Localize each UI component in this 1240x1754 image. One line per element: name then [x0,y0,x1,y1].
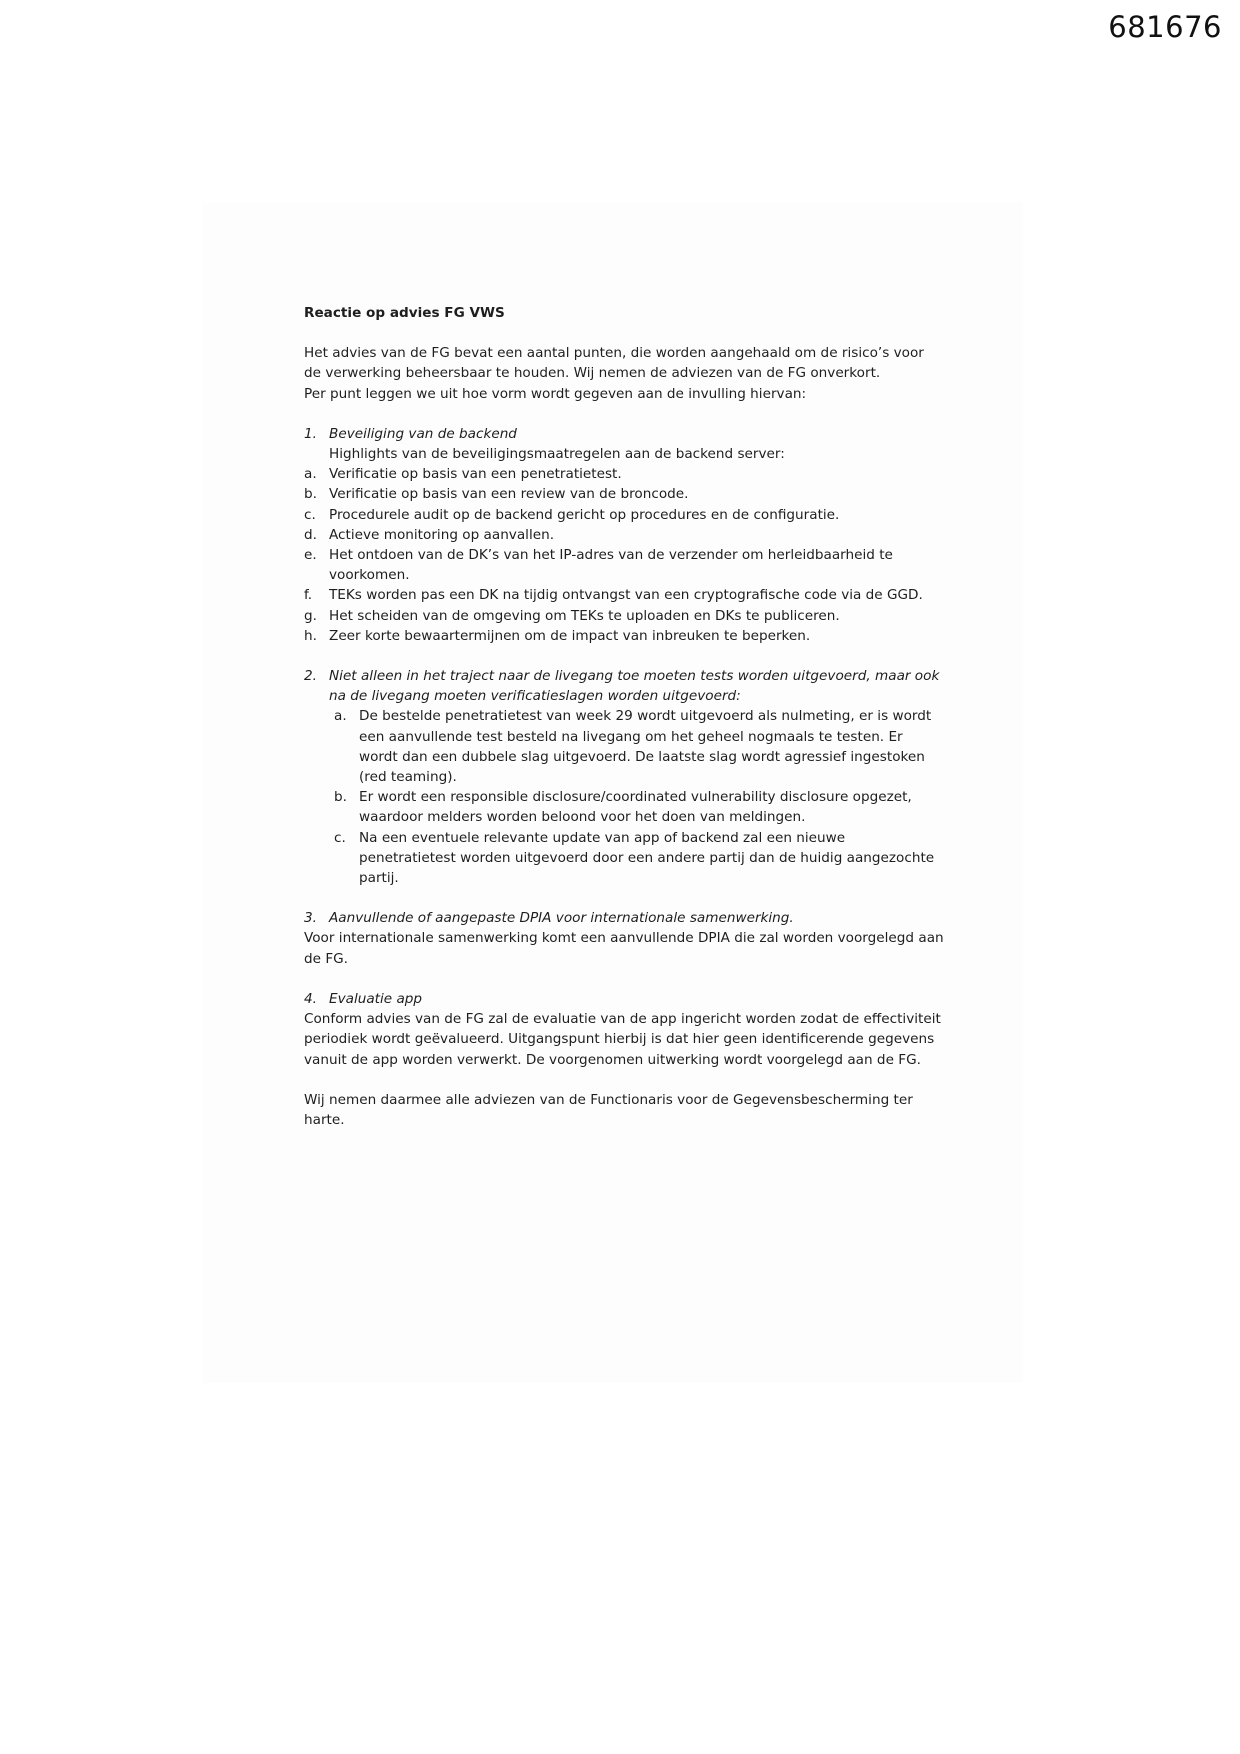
item-text: Na een eventuele relevante update van app of backend zal een nieuwe penetratietest worden uitgevoerd door een andere partij dan de huidig aangezochte partij. [359,829,935,887]
item-letter: b. [304,486,317,503]
section-heading [304,666,944,706]
section-intro: Highlights van de beveiligingsmaatregelen aan de backend server: [329,446,785,463]
list-item [334,828,944,889]
section-body: Voor internationale samenwerking komt een aanvullende DPIA die zal worden voorgelegd aan de FG. [304,930,944,967]
item-letter: b. [334,789,347,806]
document-title: Reactie op advies FG VWS [304,305,505,321]
section-3 [304,908,944,969]
item-letter: e. [304,547,317,564]
verification-list [304,706,944,888]
section-4 [304,989,944,1070]
document-number: 681676 [1108,10,1222,44]
section-title: Aanvullende of aangepaste DPIA voor internationale samenwerking. [329,910,794,927]
list-item [304,484,944,504]
list-item [304,464,944,484]
list-item [304,606,944,626]
item-text: Verificatie op basis van een penetratietest. [329,466,622,483]
section-heading [304,424,944,444]
section-number: 4. [304,990,317,1007]
item-text: Procedurele audit op de backend gericht op procedures en de configuratie. [329,506,840,523]
list-item [304,545,944,585]
list-item [304,585,944,605]
section-1 [304,424,944,646]
item-text: Het ontdoen van de DK’s van het IP-adres van de verzender om herleidbaarheid te voorkomen. [329,547,893,584]
item-text: TEKs worden pas een DK na tijdig ontvangst van een cryptografische code via de GGD. [329,587,923,604]
section-number: 3. [304,910,317,927]
closing-paragraph: Wij nemen daarmee alle adviezen van de Functionaris voor de Gegevensbescherming ter harte. [304,1091,913,1128]
list-item [304,525,944,545]
list-item [304,626,944,646]
item-text: Er wordt een responsible disclosure/coordinated vulnerability disclosure opgezet, waardoor melders worden beloond voor het doen van meldingen. [359,789,912,826]
section-title: Beveiliging van de backend [329,425,517,442]
section-title: Niet alleen in het traject naar de livegang toe moeten tests worden uitgevoerd, maar ook na de livegang moeten verificatieslagen worden uitgevoerd: [329,668,940,705]
item-letter: g. [304,607,317,624]
list-item [304,505,944,525]
list-item [334,787,944,827]
document-body [304,303,944,1130]
item-text: Zeer korte bewaartermijnen om de impact van inbreuken te beperken. [329,627,811,644]
item-letter: c. [334,829,346,846]
item-letter: f. [304,587,313,604]
item-text: Actieve monitoring op aanvallen. [329,526,555,543]
intro-line: Per punt leggen we uit hoe vorm wordt gegeven aan de invulling hiervan: [304,385,807,402]
section-heading [304,908,944,928]
item-text: De bestelde penetratietest van week 29 wordt uitgevoerd als nulmeting, er is wordt een aanvullende test besteld na livegang om het geheel nogmaals te testen. Er wordt dan een dubbele slag uitgevoerd. De laatste slag wordt agressief ingestoken (red teaming). [359,708,932,786]
intro-paragraph [304,343,944,404]
section-2 [304,666,944,888]
item-letter: a. [334,708,347,725]
section-heading [304,989,944,1009]
item-letter: h. [304,627,317,644]
item-text: Verificatie op basis van een review van de broncode. [329,486,689,503]
intro-line: de verwerking beheersbaar te houden. Wij nemen de adviezen van de FG onverkort. [304,365,881,382]
section-body: Conform advies van de FG zal de evaluatie van de app ingericht worden zodat de effectiviteit periodiek wordt geëvalueerd. Uitgangspunt hierbij is dat hier geen identificerende gegevens vanuit de app worden verwerkt. De voorgenomen uitwerking wordt voorgelegd aan de FG. [304,1011,941,1068]
list-item [334,706,944,787]
item-letter: d. [304,526,317,543]
intro-line: Het advies van de FG bevat een aantal punten, die worden aangehaald om de risico’s voor [304,345,924,362]
item-letter: a. [304,466,317,483]
item-letter: c. [304,506,316,523]
section-number: 2. [304,668,317,685]
section-title: Evaluatie app [329,990,423,1007]
item-text: Het scheiden van de omgeving om TEKs te uploaden en DKs te publiceren. [329,607,840,624]
measures-list [304,464,944,646]
section-number: 1. [304,425,317,442]
